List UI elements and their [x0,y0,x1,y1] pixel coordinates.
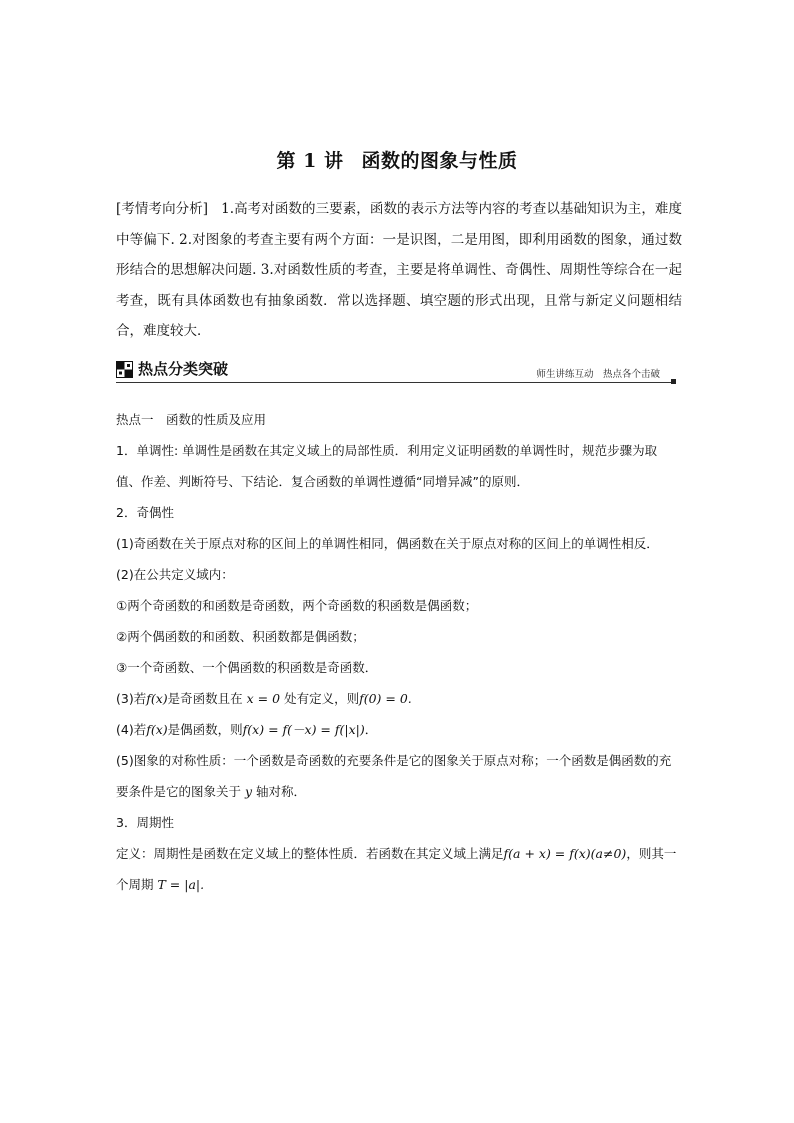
paragraph-parity-1: (1)奇函数在关于原点对称的区间上的单调性相同，偶函数在关于原点对称的区间上的单调性相反． [116,536,659,551]
paragraph-parity-2c: ③一个奇函数、一个偶函数的积函数是奇函数． [116,660,378,675]
exam-analysis-text: 1.高考对函数的三要素，函数的表示方法等内容的考查以基础知识为主，难度中等偏下. 2.对图象的考查主要有两个方面：一是识图，二是用图，即利用函数的图象，通过数形结合的思想解决问题. 3.对函数性质的考查，主要是将单调性、奇偶性、周期性等综合在一起考查，既有具体函数也有抽象函数．常以选择题、填空题的形式出现，且常与新定义问题相结合，难度较大． [116,201,682,339]
paragraph-parity-heading: 2．奇偶性 [116,505,174,520]
math-fx: f(x) [146,691,168,706]
paragraph-parity-2a: ①两个奇函数的和函数是奇函数，两个奇函数的积函数是偶函数； [116,598,478,613]
math-y: y [245,784,253,799]
section-title: 热点分类突破 [138,360,229,378]
section-square-icon [116,361,133,378]
math-x-eq-0: x = 0 [246,691,281,706]
text-segment: ，则其一个周期 [116,846,677,892]
paragraph-periodicity-heading: 3．周期性 [116,815,174,830]
paragraph-parity-4 [116,714,682,745]
text-segment: 处有定义，则 [284,691,360,706]
text-segment: ． [364,722,378,737]
hotspot-heading: 热点一 函数的性质及应用 [116,412,267,427]
text-segment: (5)图象的对称性质：一个函数是奇函数的充要条件是它的图象关于原点对称；一个函数是偶函数的充要条件是它的图象关于 [116,753,672,799]
section-header [116,358,678,388]
math-fx: f(x) [146,722,168,737]
section-tagline: 师生讲练互动 热点各个击破 [532,368,664,381]
section-divider [116,382,674,383]
math-f0-eq-0: f(0) = 0. [359,691,412,706]
section-divider-end-mark [671,379,676,384]
text-segment: (4)若 [116,722,147,737]
content-body [116,404,682,900]
exam-analysis-label: [考情考向分析] [116,201,209,217]
text-segment: 是奇函数且在 [167,691,243,706]
math-even-identity: f(x) = f(－x) = f(|x|) [242,722,365,737]
text-segment: (3)若 [116,691,147,706]
math-period-condition: f(a + x) = f(x)(a≠0) [503,846,627,861]
exam-analysis-paragraph [116,194,682,347]
paragraph-monotonicity: 1．单调性: 单调性是函数在其定义域上的局部性质．利用定义证明函数的单调性时，规范步骤为取值、作差、判断符号、下结论．复合函数的单调性遵循“同增异减”的原则． [116,443,658,489]
paragraph-parity-3 [116,683,682,714]
lecture-topic: 函数的图象与性质 [361,150,518,172]
lecture-title [0,146,794,173]
paragraph-periodicity-definition [116,838,682,900]
text-segment: 是偶函数，则 [167,722,243,737]
paragraph-parity-5 [116,745,682,807]
lecture-number: 第 1 讲 [276,150,344,172]
text-segment: 轴对称． [256,784,307,799]
math-period-value: T = |a|. [157,877,205,892]
paragraph-parity-2b: ②两个偶函数的和函数、积函数都是偶函数； [116,629,365,644]
text-segment: 定义：周期性是函数在定义域上的整体性质．若函数在其定义域上满足 [116,846,504,861]
paragraph-parity-2: (2)在公共定义域内： [116,567,234,582]
